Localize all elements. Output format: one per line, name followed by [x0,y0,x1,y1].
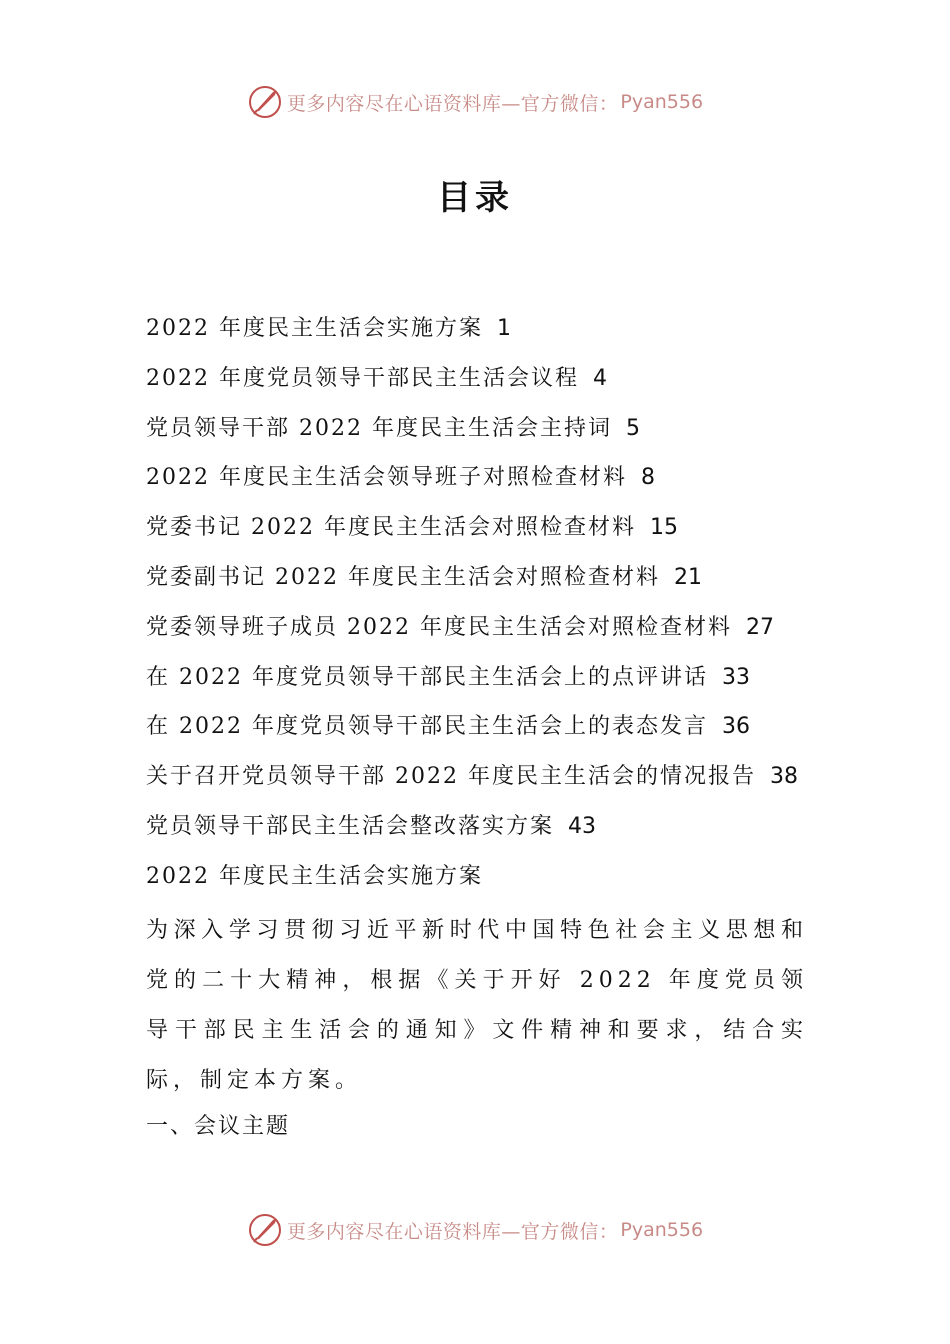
page-title: 目录 [437,178,513,218]
toc-item-title: 关于召开党员领导干部 2022 年度民主生活会的情况报告 [146,764,756,790]
toc-item-title: 党委书记 2022 年度民主生活会对照检查材料 [146,515,636,541]
quill-logo-icon [247,1212,283,1248]
toc-item-title: 党委领导班子成员 2022 年度民主生活会对照检查材料 [146,614,732,640]
toc-item-title: 2022 年度党员领导干部民主生活会议程 [146,365,579,391]
toc-item-page: 43 [568,813,597,839]
watermark-handle: Pyan556 [620,1219,704,1241]
toc-item-page: 1 [496,316,511,341]
quill-logo-icon [247,84,283,120]
toc-item-title: 党委副书记 2022 年度民主生活会对照检查材料 [146,564,660,590]
toc-item-page: 15 [649,515,678,541]
watermark-footer [0,1210,950,1250]
toc-item-title: 2022 年度民主生活会实施方案 [146,316,483,341]
toc-item-page: 38 [769,764,798,790]
section-title: 2022 年度民主生活会实施方案 [146,864,483,889]
toc-item[interactable] [146,806,816,856]
heading-meeting-theme: 一、会议主题 [146,1114,291,1139]
watermark-text: 更多内容尽在心语资料库—官方微信： [286,1220,619,1243]
toc-item-page: 36 [721,714,750,740]
toc-item-page: 8 [640,465,655,491]
toc-item[interactable] [146,308,816,358]
toc-item[interactable] [146,457,816,507]
toc-item-page: 33 [721,664,750,690]
toc-item[interactable] [146,557,816,607]
watermark-handle: Pyan556 [620,91,704,113]
table-of-contents [146,308,816,856]
toc-item-page: 21 [673,564,702,590]
toc-item-page: 27 [745,614,774,640]
toc-item[interactable] [146,657,816,707]
toc-item[interactable] [146,706,816,756]
toc-item[interactable] [146,408,816,458]
toc-item[interactable] [146,358,816,408]
toc-item[interactable] [146,756,816,806]
toc-item[interactable] [146,607,816,657]
toc-item-page: 4 [592,365,607,391]
watermark-text: 更多内容尽在心语资料库—官方微信： [286,92,619,115]
toc-item-title: 2022 年度民主生活会领导班子对照检查材料 [146,465,627,491]
watermark-header [0,82,950,122]
toc-item-title: 在 2022 年度党员领导干部民主生活会上的点评讲话 [146,664,708,690]
toc-item[interactable] [146,507,816,557]
toc-item-page: 5 [625,415,640,441]
toc-item-title: 在 2022 年度党员领导干部民主生活会上的表态发言 [146,714,708,740]
intro-paragraph: 为深入学习贯彻习近平新时代中国特色社会主义思想和党的二十大精神，根据《关于开好 2022 年度党员领导干部民主生活会的通知》文件精神和要求，结合实际，制定本方案。 [146,918,808,1093]
toc-item-title: 党员领导干部 2022 年度民主生活会主持词 [146,415,612,441]
toc-item-title: 党员领导干部民主生活会整改落实方案 [146,813,555,839]
